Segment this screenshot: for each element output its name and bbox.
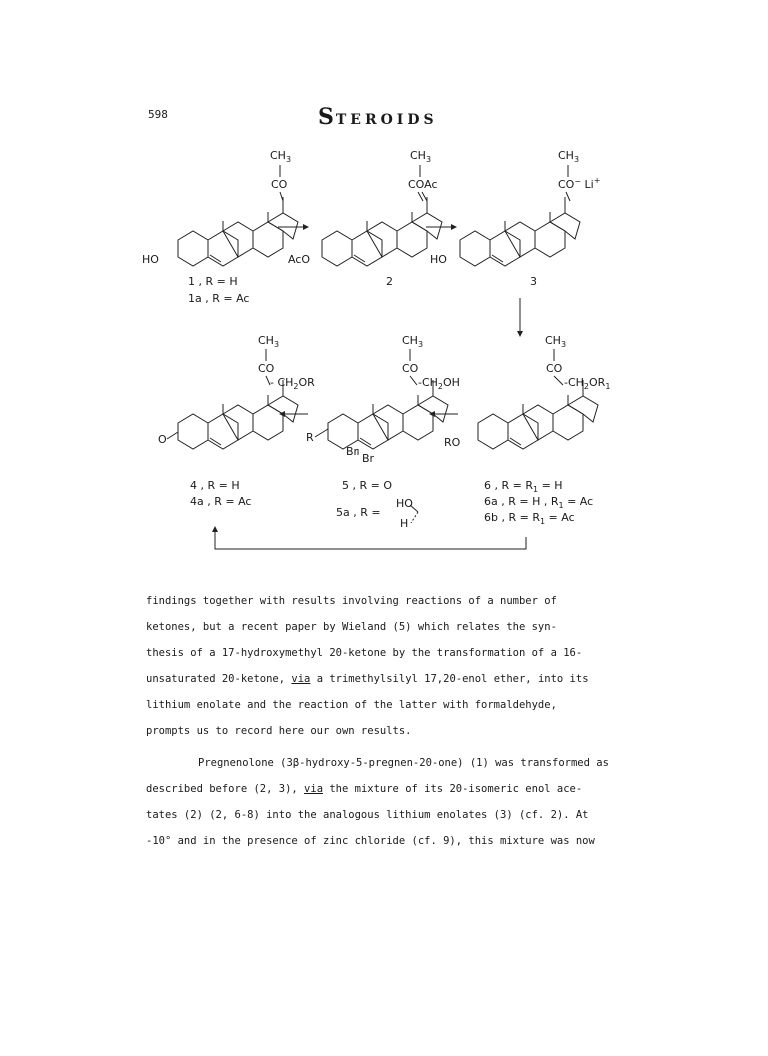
journal-title-rest: TEROIDS [335, 112, 438, 128]
cmp3-label: 3 [530, 275, 537, 288]
p1-line-1: findings together with results involving reactions of a number of [146, 595, 557, 607]
cmp3-ho: HO [430, 253, 447, 266]
cmp5-co: CO [402, 362, 419, 375]
cmp4-label-4a: 4a , R = Ac [190, 495, 252, 508]
p1-line-6: prompts us to record here our own results. [146, 725, 412, 737]
compound-6 [444, 334, 610, 526]
compound-3 [430, 149, 600, 288]
cmp1-ch3: $CH_3$ [270, 149, 292, 164]
cmp5-br-2: Br [362, 452, 375, 465]
compound-2 [288, 149, 442, 288]
cmp5-ho: HO [396, 497, 413, 510]
page-number: 598 [148, 108, 168, 121]
cmp5-label-5: 5 , R = O [342, 479, 392, 492]
cmp1-label-1: 1 , R = H [188, 275, 238, 288]
p2-line-1: Pregnenolone (3β-hydroxy-5-pregnen-20-one) (1) was transformed as [198, 757, 609, 769]
p1-line-4-a: unsaturated 20-ketone, [146, 673, 292, 685]
p1-line-4 [146, 666, 636, 692]
arrow-6-4 [215, 527, 526, 549]
p2-line-2-via: via [304, 783, 324, 795]
p1-line-4-via: via [291, 673, 311, 685]
p2-line-4: -10° and in the presence of zinc chloride (cf. 9), this mixture was now [146, 835, 595, 847]
cmp5-side: $-CH_2OH$ [418, 376, 460, 391]
p1-line-2: ketones, but a recent paper by Wieland (5) which relates the syn- [146, 621, 557, 633]
p1-line-4-b: a trimethylsilyl 17,20-enol ether, into its [310, 673, 589, 685]
cmp2-coac: COAc [408, 178, 438, 191]
cmp2-ch3: $CH_3$ [410, 149, 432, 164]
paragraph-2 [146, 750, 636, 854]
p2-line-2 [146, 776, 636, 802]
cmp6-ro: RO [444, 436, 461, 449]
paragraph-1 [146, 588, 636, 744]
cmp1-ho: HO [142, 253, 159, 266]
cmp5-label-5a: 5a , R = [336, 506, 381, 519]
cmp6-label-6a: 6a , R = H , $R_1 = Ac$ [484, 495, 594, 510]
cmp2-label: 2 [386, 275, 393, 288]
cmp5-ch3: $CH_3$ [402, 334, 424, 349]
cmp4-label-4: 4 , R = H [190, 479, 240, 492]
compound-1 [142, 149, 298, 305]
cmp6-co: CO [546, 362, 563, 375]
cmp6-ch3: $CH_3$ [545, 334, 567, 349]
p2-line-2-b: the mixture of its 20-isomeric enol ace- [323, 783, 583, 795]
cmp5-br-1: Br [346, 445, 359, 458]
cmp4-o: O [158, 433, 167, 446]
cmp6-label-6b: 6b , $R = R_1 = Ac$ [484, 511, 575, 526]
cmp4-ch3: $CH_3$ [258, 334, 280, 349]
cmp1-co: CO [271, 178, 288, 191]
reaction-scheme [140, 135, 620, 575]
cmp3-ch3: $CH_3$ [558, 149, 580, 164]
compound-5 [306, 334, 460, 530]
journal-title [318, 104, 438, 130]
cmp5-r: R [306, 431, 314, 444]
p1-line-3: thesis of a 17-hydroxymethyl 20-ketone by the transformation of a 16- [146, 647, 583, 659]
cmp1-label-1a: 1a , R = Ac [188, 292, 250, 305]
cmp6-side: $-CH_2OR_1$ [564, 376, 611, 391]
compound-4 [158, 334, 315, 508]
cmp4-side: - $CH_2OR$ [270, 376, 315, 391]
cmp5-h: H [400, 517, 409, 530]
p2-line-3: tates (2) (2, 6-8) into the analogous lithium enolates (3) (cf. 2). At [146, 809, 589, 821]
cmp3-co-li: CO− Li+ [558, 176, 601, 191]
cmp6-label-6: 6 , $R = R_1 = H$ [484, 479, 563, 494]
cmp4-co: CO [258, 362, 275, 375]
p1-line-5: lithium enolate and the reaction of the latter with formaldehyde, [146, 699, 557, 711]
cmp2-aco: AcO [288, 253, 311, 266]
journal-title-initial: S [318, 104, 336, 130]
p2-line-2-a: described before (2, 3), [146, 783, 305, 795]
